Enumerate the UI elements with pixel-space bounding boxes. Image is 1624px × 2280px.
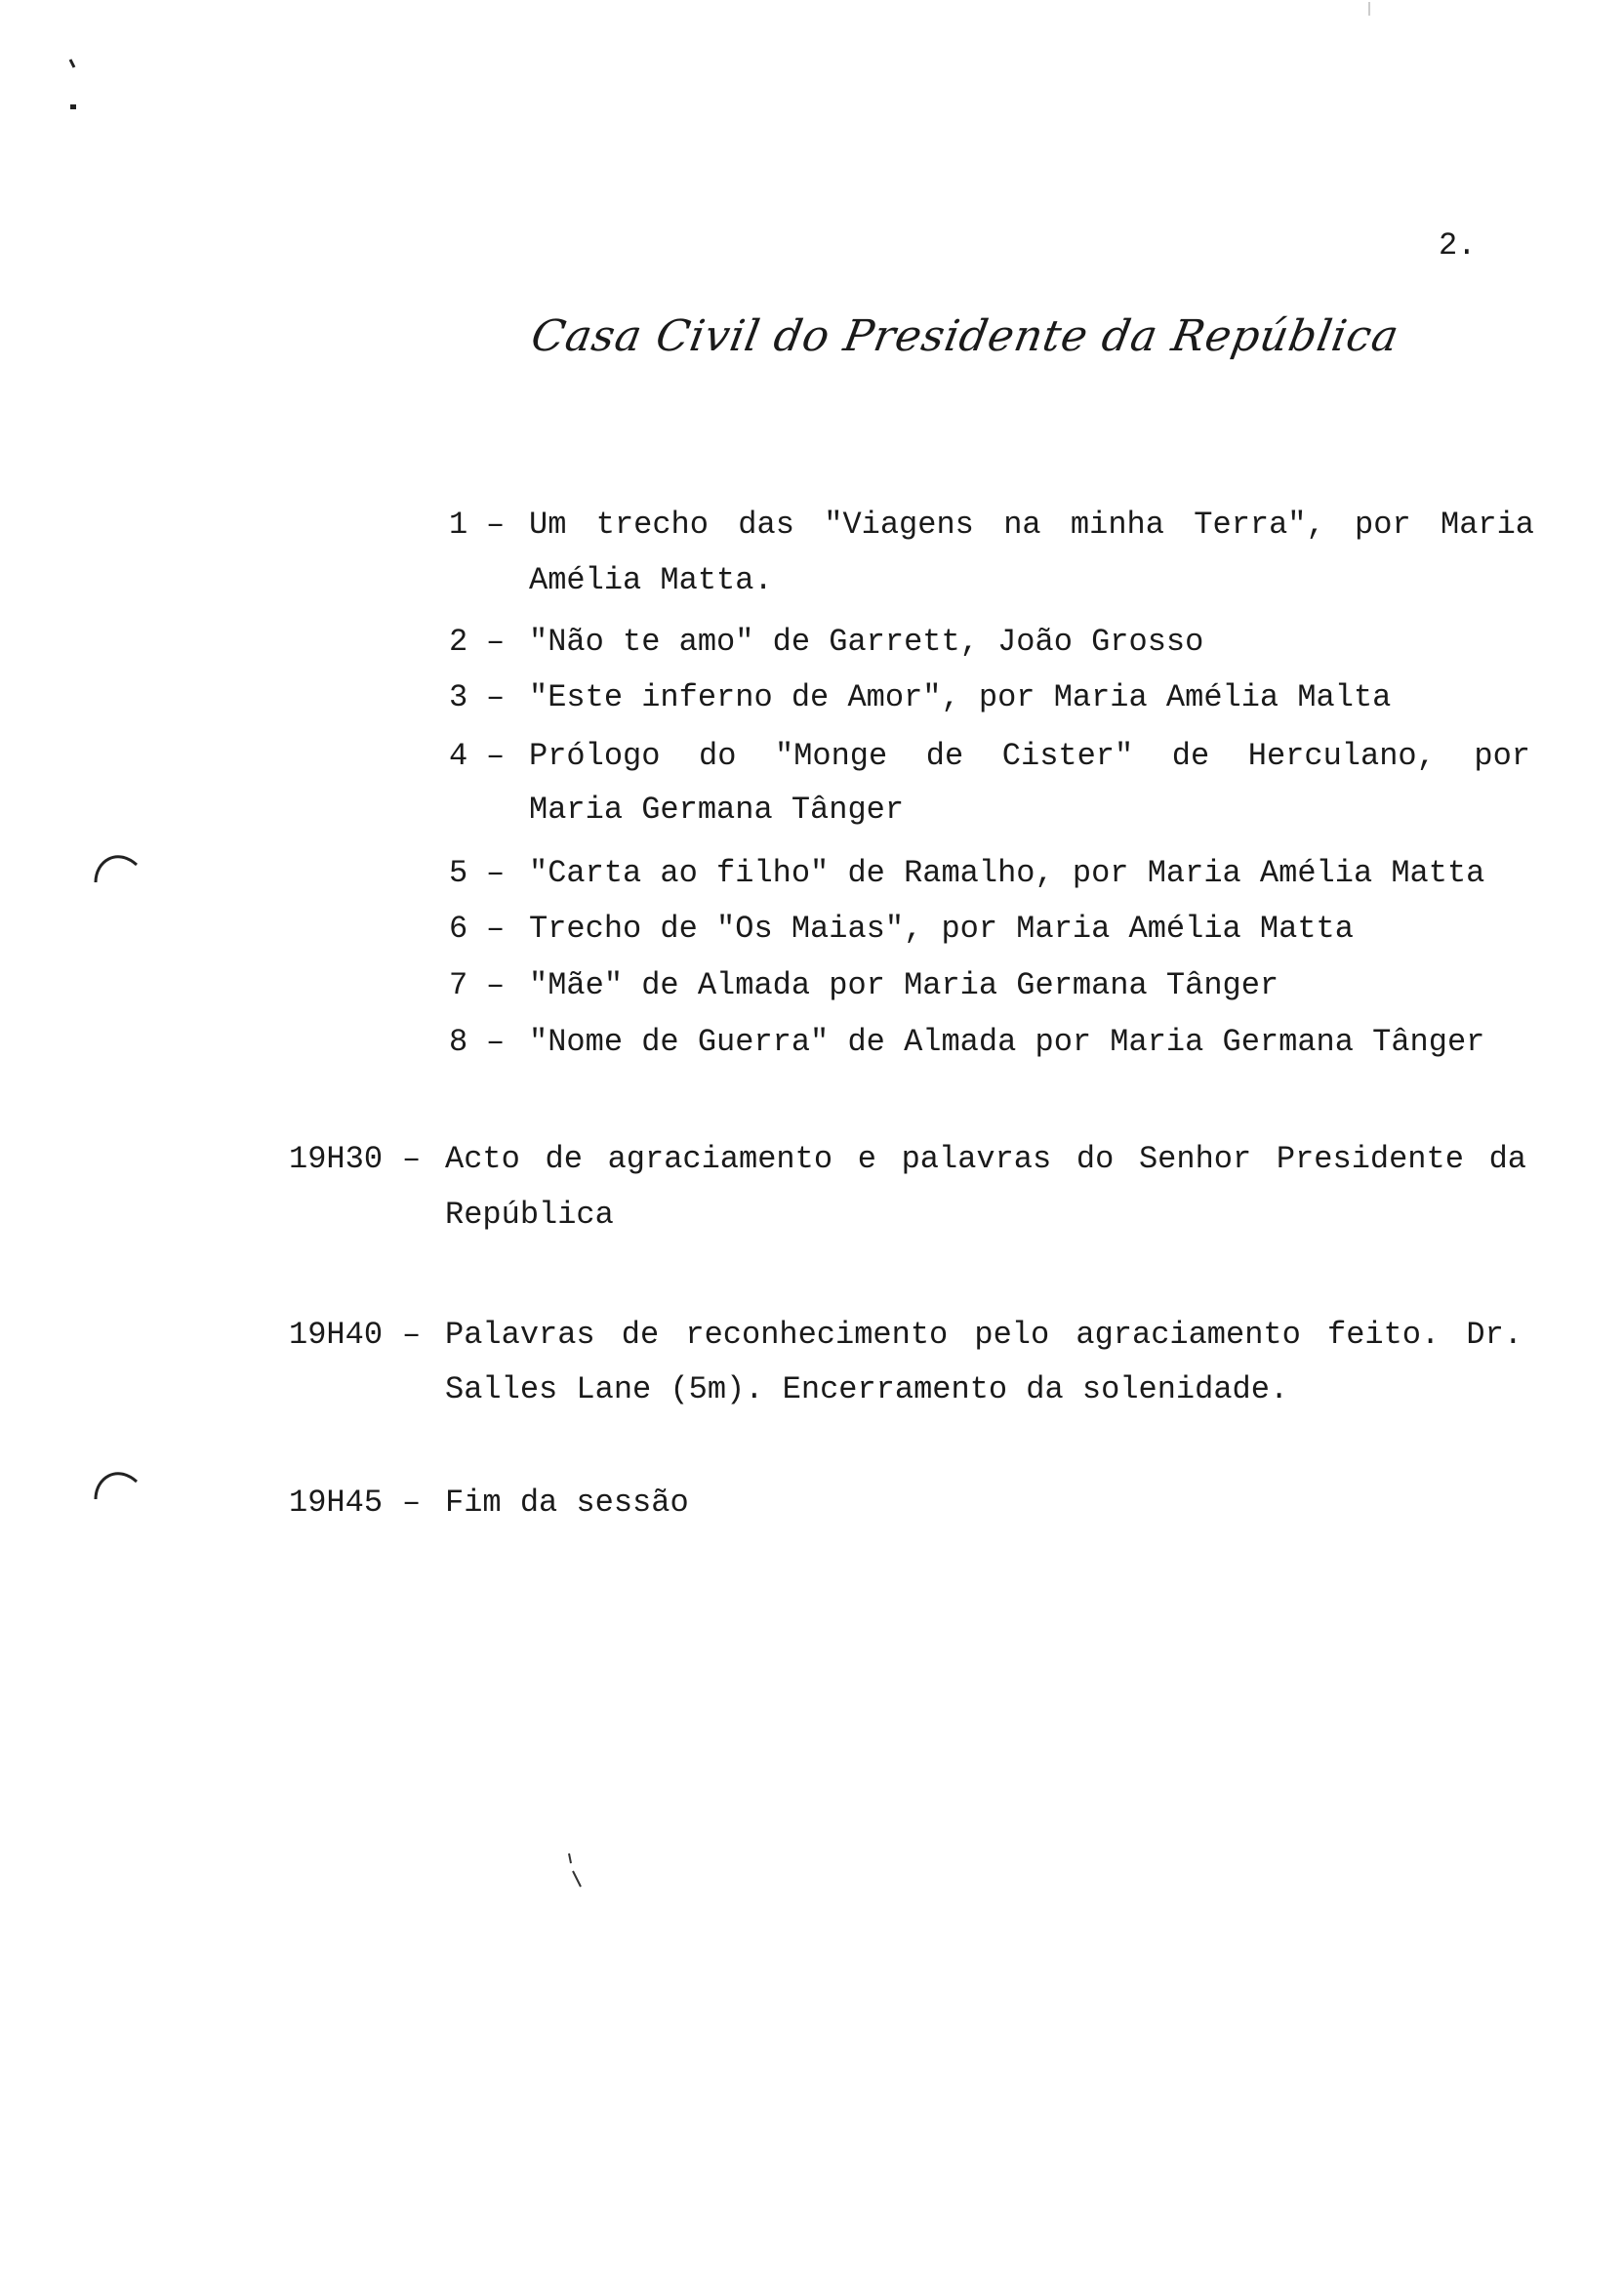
item-number: 5	[449, 855, 468, 891]
item-text-continued: Amélia Matta.	[529, 562, 773, 598]
item-text: Prólogo do "Monge de Cister" de Herculano, por	[529, 738, 1530, 774]
item-text-continued: Maria Germana Tânger	[529, 792, 905, 828]
item-number: 8	[449, 1024, 468, 1060]
item-number: 4	[449, 738, 468, 774]
item-number: 2	[449, 624, 468, 660]
punch-hole-mark-lower	[88, 1456, 146, 1505]
schedule-time: 19H45	[289, 1485, 384, 1521]
item-text: Trecho de "Os Maias", por Maria Amélia Matta	[529, 911, 1354, 947]
item-text: "Carta ao filho" de Ramalho, por Maria Amélia Matta	[529, 855, 1485, 891]
item-number: 1	[449, 507, 468, 543]
item-number: 7	[449, 967, 468, 1003]
letterhead: Casa Civil do Presidente da República	[527, 311, 1403, 361]
schedule-time: 19H40	[289, 1317, 384, 1353]
item-text: "Mãe" de Almada por Maria Germana Tânger	[529, 967, 1279, 1003]
item-text: "Nome de Guerra" de Almada por Maria Germana Tânger	[529, 1024, 1485, 1060]
schedule-text-continued: República	[445, 1197, 614, 1233]
punch-hole-mark-upper	[88, 839, 146, 888]
schedule-text: Fim da sessão	[445, 1485, 689, 1521]
scan-mark-top-left	[59, 54, 88, 122]
item-text: "Este inferno de Amor", por Maria Amélia Malta	[529, 679, 1392, 715]
schedule-text: Palavras de reconhecimento pelo agraciamento feito. Dr.	[445, 1317, 1522, 1353]
schedule-text-continued: Salles Lane (5m). Encerramento da solenidade.	[445, 1371, 1289, 1407]
item-number: 6	[449, 911, 468, 947]
schedule-time: 19H30	[289, 1141, 384, 1177]
item-number: 3	[449, 679, 468, 715]
page-number: 2.	[1439, 227, 1477, 264]
scan-mark-top-right	[1366, 0, 1372, 20]
scan-mark-bottom	[561, 1850, 590, 1893]
item-text: "Não te amo" de Garrett, João Grosso	[529, 624, 1204, 660]
schedule-text: Acto de agraciamento e palavras do Senhor Presidente da	[445, 1141, 1526, 1177]
item-text: Um trecho das "Viagens na minha Terra", por Maria	[529, 507, 1534, 543]
